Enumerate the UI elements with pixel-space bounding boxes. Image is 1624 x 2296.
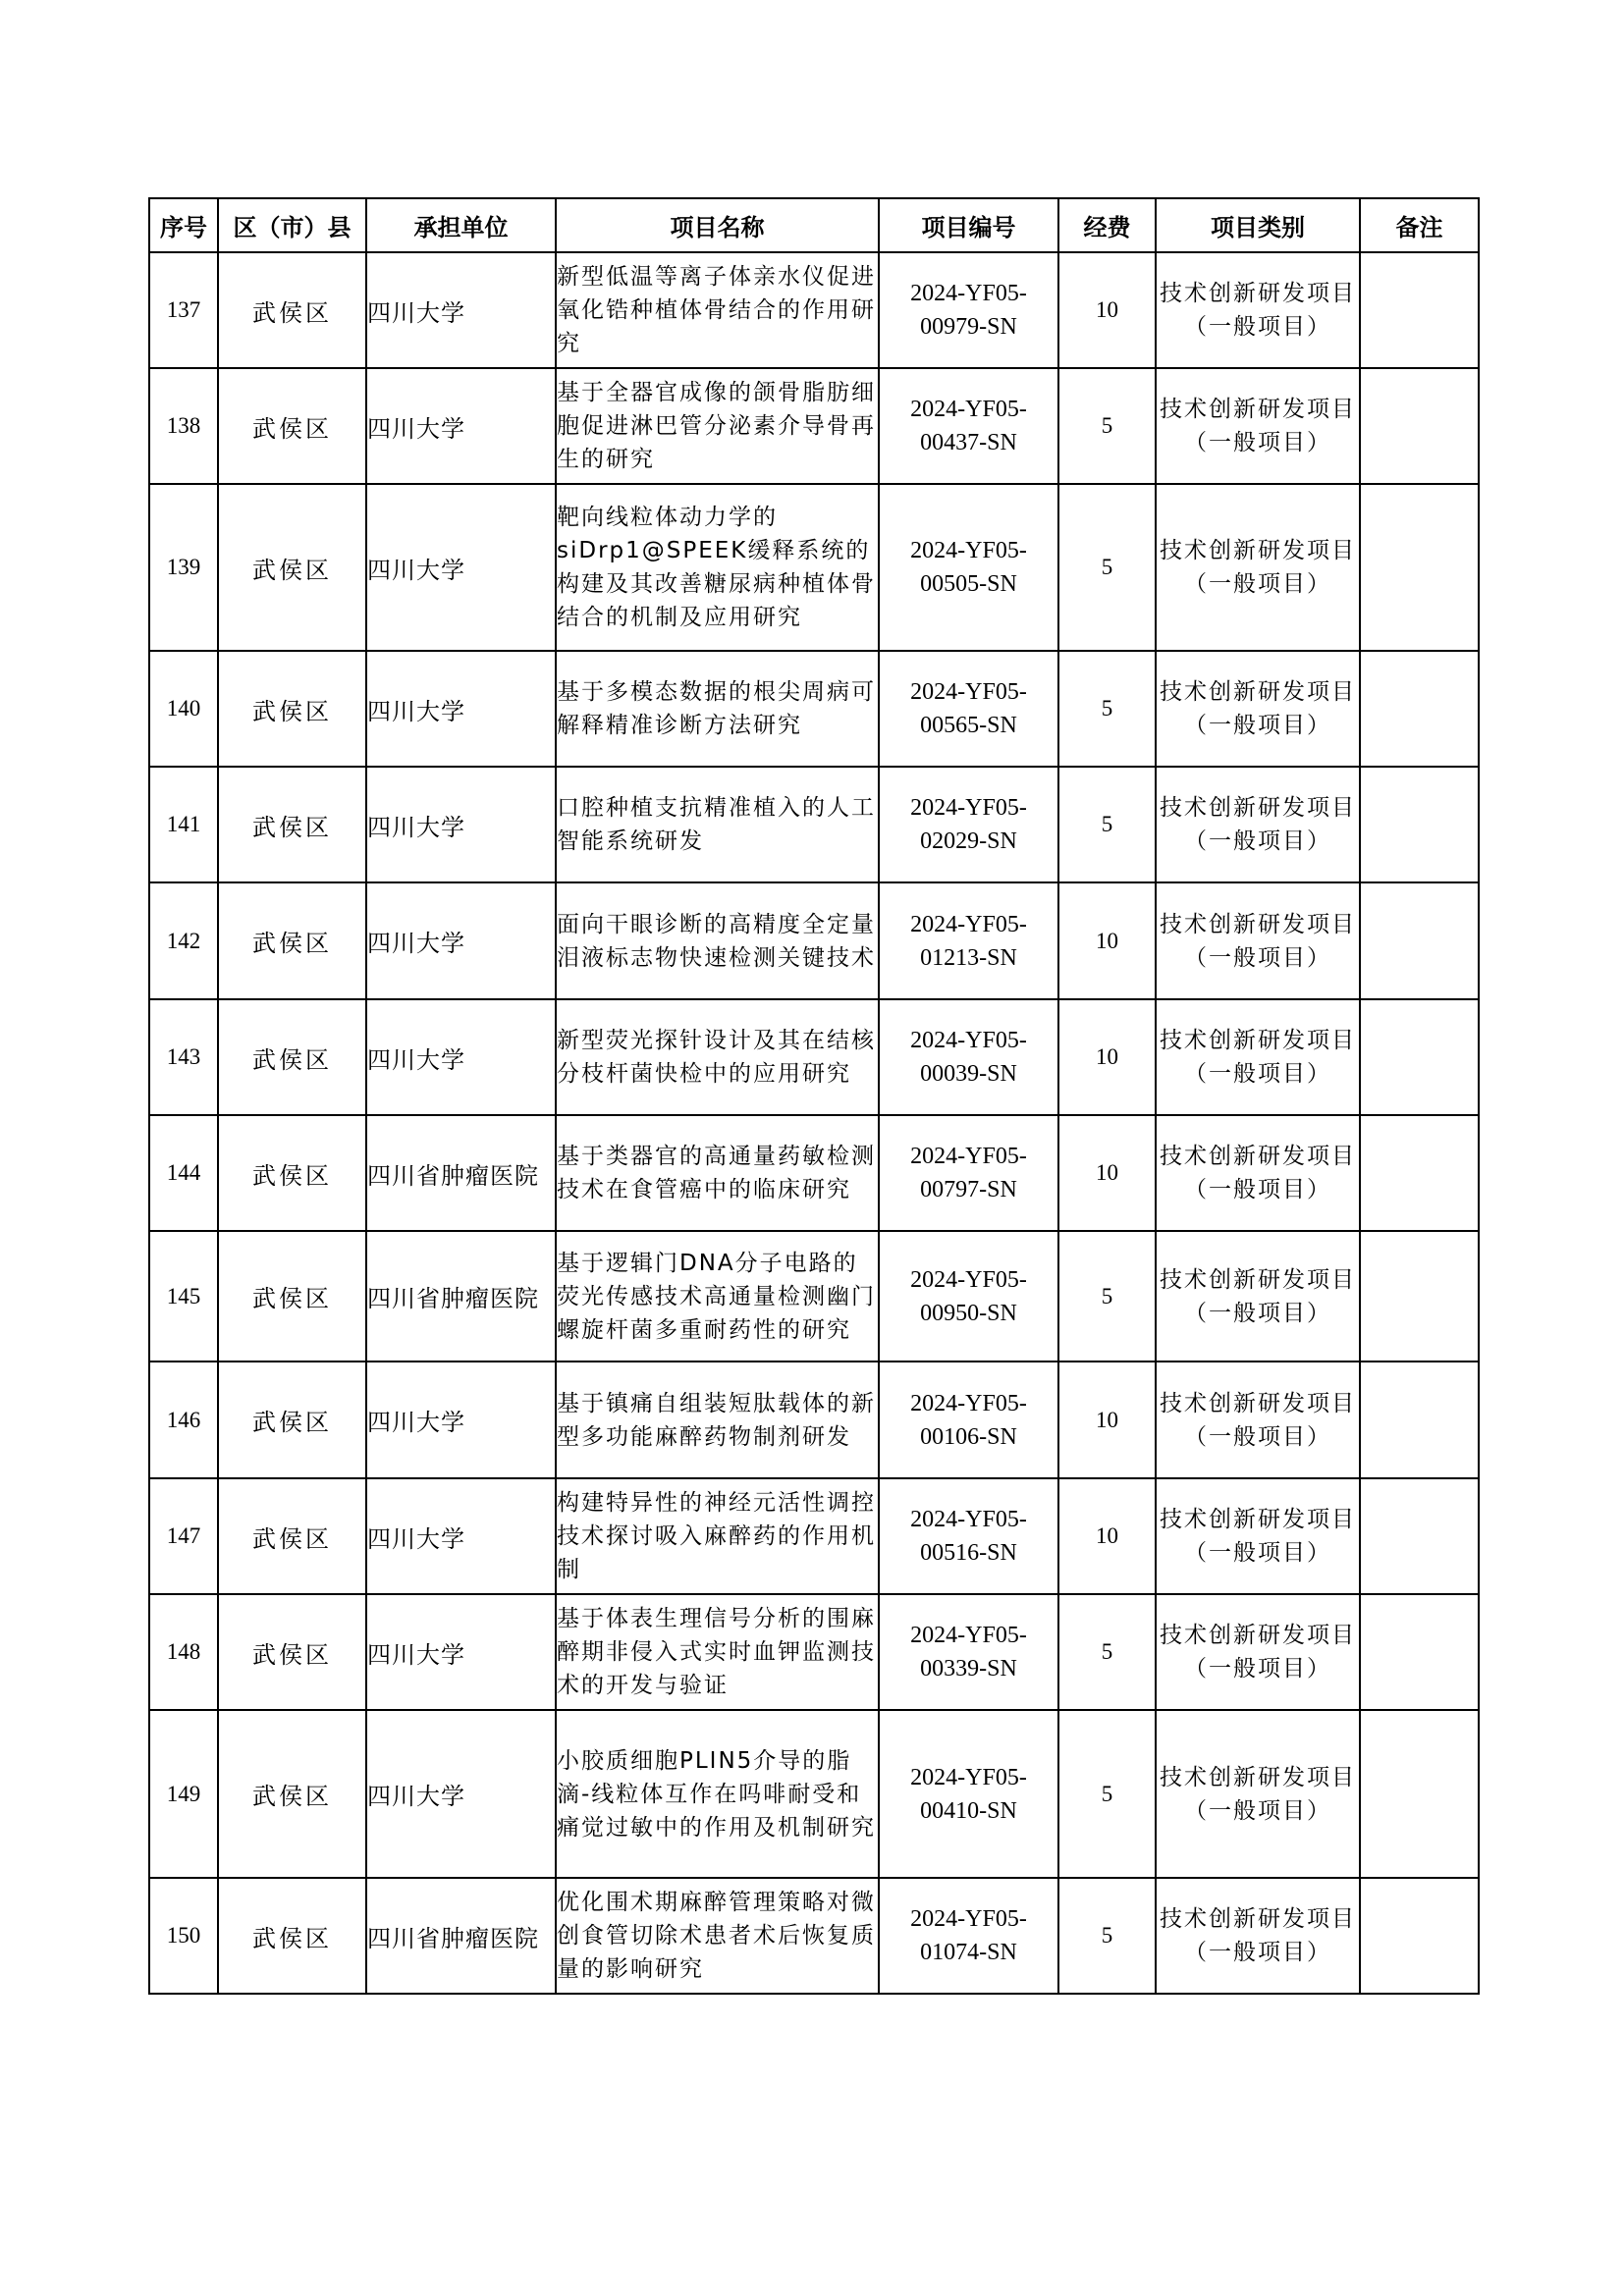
cell-note [1360, 368, 1479, 484]
table-row [149, 1231, 1479, 1362]
cell-project-name: 口腔种植支抗精准植入的人工智能系统研发 [556, 767, 879, 882]
cell-seq: 143 [149, 999, 218, 1115]
category-line: （一般项目） [1184, 571, 1331, 597]
cell-unit: 四川大学 [366, 368, 556, 484]
project-code-line: 2024-YF05- [910, 281, 1027, 306]
cell-seq: 141 [149, 767, 218, 882]
cell-district: 武侯区 [218, 484, 366, 651]
cell-project-name: 新型低温等离子体亲水仪促进氧化锆种植体骨结合的作用研究 [556, 252, 879, 368]
cell-seq: 149 [149, 1710, 218, 1878]
cell-seq: 137 [149, 252, 218, 368]
cell-note [1360, 651, 1479, 767]
cell-funding: 5 [1058, 767, 1156, 882]
category-line: 技术创新研发项目 [1160, 1507, 1356, 1532]
cell-category [1156, 1115, 1360, 1231]
table-row [149, 1478, 1479, 1594]
cell-funding: 5 [1058, 1231, 1156, 1362]
cell-seq: 145 [149, 1231, 218, 1362]
project-code-line: 00339-SN [920, 1656, 1017, 1682]
cell-district: 武侯区 [218, 252, 366, 368]
cell-note [1360, 252, 1479, 368]
project-code-line: 2024-YF05- [910, 1764, 1027, 1790]
project-code-line: 2024-YF05- [910, 1266, 1027, 1293]
table-row [149, 1362, 1479, 1478]
cell-project-name: 面向干眼诊断的高精度全定量泪液标志物快速检测关键技术 [556, 882, 879, 999]
category-line: 技术创新研发项目 [1160, 1764, 1356, 1790]
cell-project-name: 基于全器官成像的颌骨脂肪细胞促进淋巴管分泌素介导骨再生的研究 [556, 368, 879, 484]
cell-note [1360, 484, 1479, 651]
table-row [149, 1710, 1479, 1878]
cell-seq: 150 [149, 1878, 218, 1994]
category-line: 技术创新研发项目 [1160, 795, 1356, 821]
cell-category [1156, 1878, 1360, 1994]
table-header-row [149, 198, 1479, 252]
project-code-line: 00565-SN [920, 713, 1017, 738]
cell-project-name: 基于体表生理信号分析的围麻醉期非侵入式实时血钾监测技术的开发与验证 [556, 1594, 879, 1710]
project-code-line: 01213-SN [920, 944, 1017, 971]
category-line: 技术创新研发项目 [1160, 1390, 1356, 1416]
project-code-line: 2024-YF05- [910, 795, 1027, 821]
cell-seq: 139 [149, 484, 218, 651]
cell-unit: 四川大学 [366, 651, 556, 767]
cell-category [1156, 767, 1360, 882]
cell-category [1156, 1594, 1360, 1710]
category-line: （一般项目） [1184, 314, 1331, 340]
header-project-name: 项目名称 [556, 198, 879, 252]
category-line: （一般项目） [1184, 1061, 1331, 1087]
project-code-line: 2024-YF05- [910, 1507, 1027, 1532]
header-note: 备注 [1360, 198, 1479, 252]
project-code-line: 2024-YF05- [910, 397, 1027, 422]
project-code-line: 00437-SN [920, 430, 1017, 455]
table-row [149, 484, 1479, 651]
category-line: （一般项目） [1184, 1940, 1331, 1965]
cell-project-name: 基于多模态数据的根尖周病可解释精准诊断方法研究 [556, 651, 879, 767]
table-row [149, 252, 1479, 368]
cell-unit: 四川大学 [366, 1478, 556, 1594]
cell-district: 武侯区 [218, 1710, 366, 1878]
project-code-line: 2024-YF05- [910, 679, 1027, 705]
category-line: （一般项目） [1184, 828, 1331, 854]
table-row [149, 882, 1479, 999]
cell-project-name: 小胶质细胞PLIN5介导的脂滴-线粒体互作在吗啡耐受和痛觉过敏中的作用及机制研究 [556, 1710, 879, 1878]
cell-project-code [879, 1362, 1058, 1478]
cell-unit: 四川大学 [366, 767, 556, 882]
cell-district: 武侯区 [218, 1594, 366, 1710]
cell-project-code [879, 882, 1058, 999]
project-code-line: 2024-YF05- [910, 538, 1027, 563]
cell-seq: 146 [149, 1362, 218, 1478]
cell-unit: 四川大学 [366, 999, 556, 1115]
category-line: 技术创新研发项目 [1160, 679, 1356, 705]
cell-seq: 147 [149, 1478, 218, 1594]
cell-unit: 四川大学 [366, 882, 556, 999]
project-code-line: 2024-YF05- [910, 1144, 1027, 1169]
cell-note [1360, 1478, 1479, 1594]
cell-funding: 10 [1058, 252, 1156, 368]
table-row [149, 1878, 1479, 1994]
cell-funding: 10 [1058, 1115, 1156, 1231]
category-line: 技术创新研发项目 [1160, 1906, 1356, 1932]
cell-district: 武侯区 [218, 1362, 366, 1478]
cell-category [1156, 368, 1360, 484]
project-code-line: 2024-YF05- [910, 1028, 1027, 1053]
cell-project-code [879, 368, 1058, 484]
category-line: （一般项目） [1184, 1540, 1331, 1566]
cell-district: 武侯区 [218, 1478, 366, 1594]
project-code-line: 00106-SN [920, 1423, 1017, 1450]
cell-project-code [879, 1710, 1058, 1878]
cell-project-name: 优化围术期麻醉管理策略对微创食管切除术患者术后恢复质量的影响研究 [556, 1878, 879, 1994]
cell-project-name: 基于逻辑门DNA分子电路的荧光传感技术高通量检测幽门螺旋杆菌多重耐药性的研究 [556, 1231, 879, 1362]
cell-category [1156, 252, 1360, 368]
cell-district: 武侯区 [218, 651, 366, 767]
cell-project-name: 新型荧光探针设计及其在结核分枝杆菌快检中的应用研究 [556, 999, 879, 1115]
project-code-line: 00979-SN [920, 314, 1017, 340]
cell-district: 武侯区 [218, 1878, 366, 1994]
category-line: 技术创新研发项目 [1160, 1623, 1356, 1648]
cell-unit: 四川大学 [366, 1362, 556, 1478]
category-line: 技术创新研发项目 [1160, 1144, 1356, 1169]
project-code-line: 2024-YF05- [910, 911, 1027, 937]
cell-note [1360, 1878, 1479, 1994]
cell-project-name: 基于类器官的高通量药敏检测技术在食管癌中的临床研究 [556, 1115, 879, 1231]
cell-funding: 5 [1058, 1878, 1156, 1994]
cell-funding: 10 [1058, 999, 1156, 1115]
cell-seq: 144 [149, 1115, 218, 1231]
project-code-line: 01074-SN [920, 1940, 1017, 1965]
category-line: （一般项目） [1184, 1423, 1331, 1450]
cell-category [1156, 651, 1360, 767]
cell-category [1156, 1362, 1360, 1478]
cell-unit: 四川省肿瘤医院 [366, 1115, 556, 1231]
header-district: 区（市）县 [218, 198, 366, 252]
project-code-line: 2024-YF05- [910, 1906, 1027, 1932]
header-project-code: 项目编号 [879, 198, 1058, 252]
cell-seq: 142 [149, 882, 218, 999]
project-table [148, 197, 1480, 1995]
cell-project-code [879, 767, 1058, 882]
table-row [149, 767, 1479, 882]
cell-funding: 5 [1058, 651, 1156, 767]
cell-project-code [879, 1231, 1058, 1362]
table-row [149, 651, 1479, 767]
cell-note [1360, 1231, 1479, 1362]
project-code-line: 00039-SN [920, 1061, 1017, 1087]
cell-district: 武侯区 [218, 368, 366, 484]
header-seq: 序号 [149, 198, 218, 252]
header-funding: 经费 [1058, 198, 1156, 252]
project-code-line: 00950-SN [920, 1300, 1017, 1326]
cell-seq: 148 [149, 1594, 218, 1710]
cell-funding: 10 [1058, 882, 1156, 999]
project-code-line: 2024-YF05- [910, 1623, 1027, 1648]
category-line: 技术创新研发项目 [1160, 1028, 1356, 1053]
cell-funding: 5 [1058, 484, 1156, 651]
project-code-line: 00410-SN [920, 1797, 1017, 1824]
cell-project-code [879, 1594, 1058, 1710]
cell-project-code [879, 484, 1058, 651]
category-line: （一般项目） [1184, 713, 1331, 738]
category-line: （一般项目） [1184, 1797, 1331, 1824]
category-line: 技术创新研发项目 [1160, 1266, 1356, 1293]
cell-project-code [879, 1878, 1058, 1994]
cell-unit: 四川大学 [366, 252, 556, 368]
project-code-line: 02029-SN [920, 828, 1017, 854]
cell-unit: 四川大学 [366, 1710, 556, 1878]
cell-category [1156, 1710, 1360, 1878]
cell-note [1360, 1115, 1479, 1231]
cell-category [1156, 1231, 1360, 1362]
cell-project-name: 靶向线粒体动力学的siDrp1@SPEEK缓释系统的构建及其改善糖尿病种植体骨结合的机制及应用研究 [556, 484, 879, 651]
cell-project-code [879, 1478, 1058, 1594]
cell-project-code [879, 999, 1058, 1115]
cell-category [1156, 882, 1360, 999]
table-row [149, 1594, 1479, 1710]
cell-district: 武侯区 [218, 1115, 366, 1231]
category-line: 技术创新研发项目 [1160, 911, 1356, 937]
table-row [149, 368, 1479, 484]
cell-district: 武侯区 [218, 999, 366, 1115]
cell-note [1360, 999, 1479, 1115]
category-line: （一般项目） [1184, 1656, 1331, 1682]
cell-note [1360, 1362, 1479, 1478]
cell-project-name: 构建特异性的神经元活性调控技术探讨吸入麻醉药的作用机制 [556, 1478, 879, 1594]
project-code-line: 00797-SN [920, 1177, 1017, 1202]
cell-category [1156, 484, 1360, 651]
table-row [149, 1115, 1479, 1231]
cell-note [1360, 1710, 1479, 1878]
category-line: （一般项目） [1184, 1300, 1331, 1326]
cell-unit: 四川省肿瘤医院 [366, 1231, 556, 1362]
cell-note [1360, 767, 1479, 882]
header-unit: 承担单位 [366, 198, 556, 252]
cell-funding: 10 [1058, 1478, 1156, 1594]
cell-district: 武侯区 [218, 882, 366, 999]
cell-category [1156, 1478, 1360, 1594]
project-code-line: 00505-SN [920, 571, 1017, 597]
cell-district: 武侯区 [218, 767, 366, 882]
cell-funding: 5 [1058, 1594, 1156, 1710]
project-code-line: 2024-YF05- [910, 1390, 1027, 1416]
cell-project-name: 基于镇痛自组装短肽载体的新型多功能麻醉药物制剂研发 [556, 1362, 879, 1478]
cell-seq: 138 [149, 368, 218, 484]
cell-unit: 四川省肿瘤医院 [366, 1878, 556, 1994]
category-line: （一般项目） [1184, 430, 1331, 455]
cell-note [1360, 882, 1479, 999]
cell-funding: 5 [1058, 1710, 1156, 1878]
project-code-line: 00516-SN [920, 1540, 1017, 1566]
table-row [149, 999, 1479, 1115]
category-line: 技术创新研发项目 [1160, 538, 1356, 563]
cell-project-code [879, 252, 1058, 368]
cell-unit: 四川大学 [366, 1594, 556, 1710]
category-line: 技术创新研发项目 [1160, 397, 1356, 422]
cell-project-code [879, 1115, 1058, 1231]
header-category: 项目类别 [1156, 198, 1360, 252]
cell-funding: 10 [1058, 1362, 1156, 1478]
cell-unit: 四川大学 [366, 484, 556, 651]
cell-funding: 5 [1058, 368, 1156, 484]
category-line: （一般项目） [1184, 1177, 1331, 1202]
cell-note [1360, 1594, 1479, 1710]
cell-seq: 140 [149, 651, 218, 767]
cell-project-code [879, 651, 1058, 767]
cell-district: 武侯区 [218, 1231, 366, 1362]
category-line: 技术创新研发项目 [1160, 281, 1356, 306]
category-line: （一般项目） [1184, 944, 1331, 971]
cell-category [1156, 999, 1360, 1115]
